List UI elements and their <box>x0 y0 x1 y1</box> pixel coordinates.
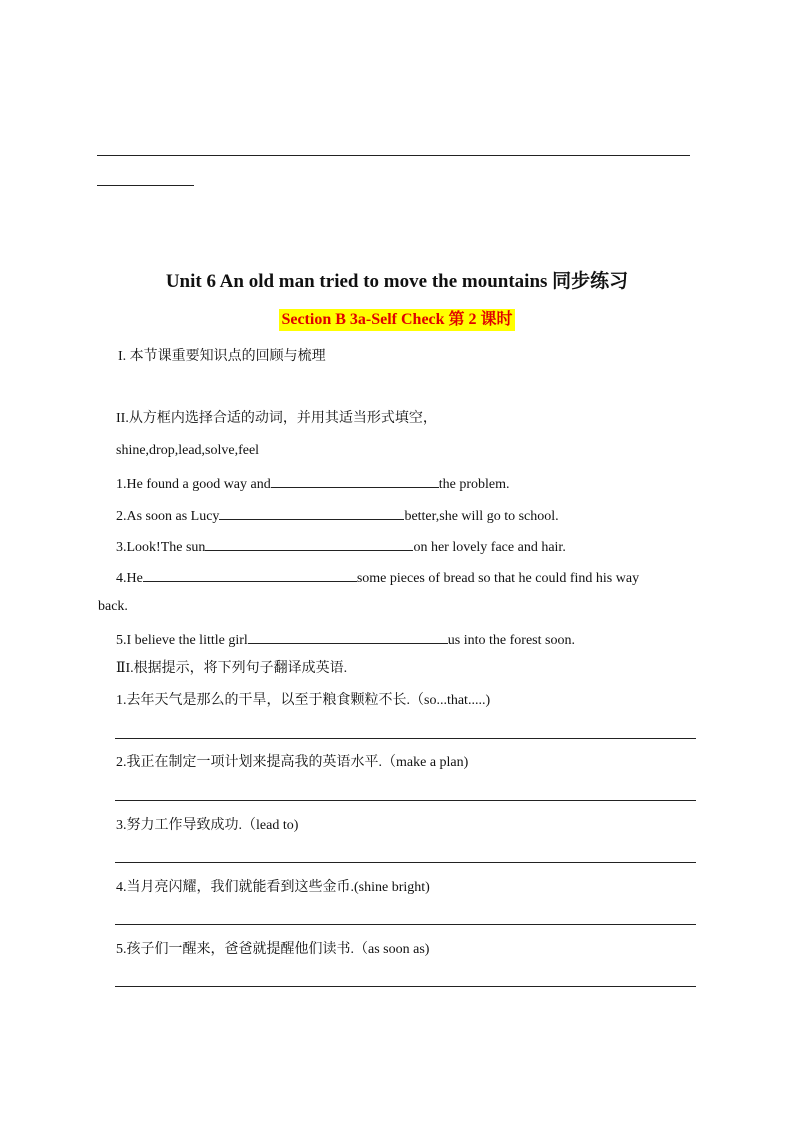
fill-item-2-blank[interactable] <box>219 505 404 520</box>
fill-item-5-after: us into the forest soon. <box>447 633 575 648</box>
answer-line-5[interactable] <box>115 986 696 987</box>
fill-item-5-before: 5.I believe the little girl <box>116 633 248 648</box>
fill-item-4-continuation: back. <box>98 599 128 614</box>
page-subtitle: Section B 3a-Self Check 第 2 课时 <box>279 309 514 331</box>
translate-item-3: 3.努力工作导致成功.（lead to) <box>116 818 299 833</box>
translate-item-5: 5.孩子们一醒来，爸爸就提醒他们读书.（as soon as) <box>116 942 430 957</box>
fill-item-1-before: 1.He found a good way and <box>116 477 271 492</box>
fill-item-1-blank[interactable] <box>271 473 439 488</box>
section-1-heading: I. 本节课重要知识点的回顾与梳理 <box>118 349 326 364</box>
section-3-heading: ⅡI.根据提示，将下列句子翻译成英语. <box>116 661 348 676</box>
header-rule-short <box>97 185 194 186</box>
fill-item-3-blank[interactable] <box>205 536 413 551</box>
fill-item-4 <box>116 567 639 588</box>
fill-item-4-before: 4.He <box>116 571 143 586</box>
fill-item-3-after: on her lovely face and hair. <box>413 540 566 555</box>
fill-item-2-after: better,she will go to school. <box>404 509 559 524</box>
fill-item-1 <box>116 473 510 494</box>
page-title: Unit 6 An old man tried to move the mountains 同步练习 <box>165 271 629 292</box>
word-box: shine,drop,lead,solve,feel <box>116 443 260 458</box>
translate-item-2: 2.我正在制定一项计划来提高我的英语水平.（make a plan) <box>116 755 469 770</box>
fill-item-1-after: the problem. <box>438 477 510 492</box>
answer-line-4[interactable] <box>115 924 696 925</box>
fill-item-3 <box>116 536 566 557</box>
fill-item-5-blank[interactable] <box>248 629 448 644</box>
section-2-heading: II.从方框内选择合适的动词，并用其适当形式填空， <box>116 411 437 426</box>
answer-line-2[interactable] <box>115 800 696 801</box>
answer-line-3[interactable] <box>115 862 696 863</box>
fill-item-3-before: 3.Look!The sun <box>116 540 206 555</box>
subtitle-wrapper <box>0 309 794 331</box>
header-rule-long <box>97 155 690 156</box>
fill-item-2-before: 2.As soon as Lucy <box>116 509 220 524</box>
fill-item-5 <box>116 629 575 650</box>
fill-item-4-blank[interactable] <box>143 567 357 582</box>
translate-item-1: 1.去年天气是那么的干旱，以至于粮食颗粒不长.（so...that.....) <box>116 693 491 708</box>
translate-item-4: 4.当月亮闪耀，我们就能看到这些金币.(shine bright) <box>116 880 430 895</box>
fill-item-4-after: some pieces of bread so that he could find his way <box>356 571 640 586</box>
fill-item-2 <box>116 505 559 526</box>
answer-line-1[interactable] <box>115 738 696 739</box>
